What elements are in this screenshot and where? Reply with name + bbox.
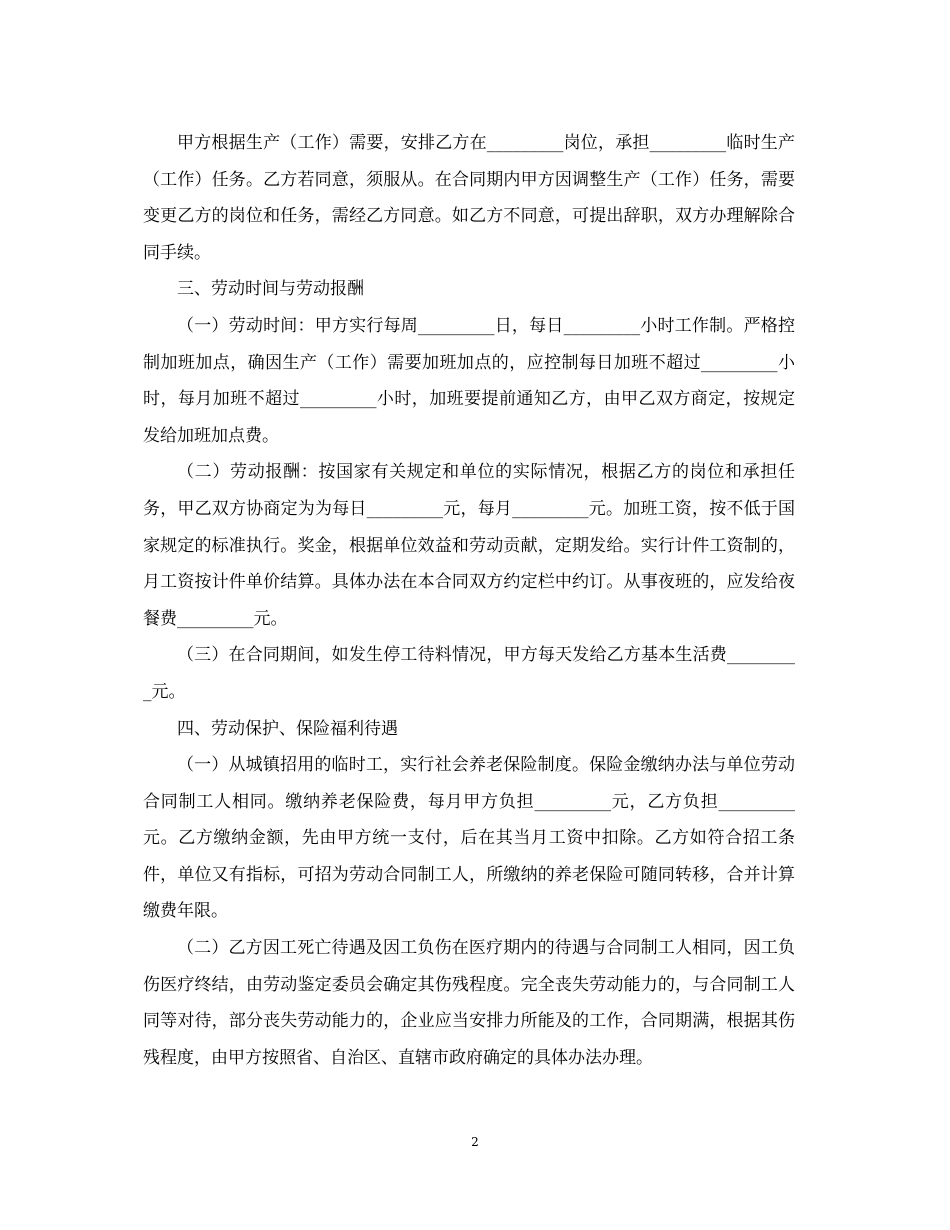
- document-body: [143, 125, 795, 1076]
- paragraph-injury-benefits: （二）乙方因工死亡待遇及因工负伤在医疗期内的待遇与合同制工人相同，因工负伤医疗终结，由劳动鉴定委员会确定其伤残程度。完全丧失劳动能力的，与合同制工人同等对待，部分丧失劳动能力的，企业应当安排力所能及的工作，合同期满，根据其伤残程度，由甲方按照省、自治区、直辖市政府确定的具体办法办理。: [143, 938, 795, 1068]
- paragraph-work-stoppage: （三）在合同期间，如发生停工待料情况，甲方每天发给乙方基本生活费_________元。: [143, 645, 795, 702]
- section-heading-protection-insurance: 四、劳动保护、保险福利待遇: [177, 718, 398, 739]
- paragraph-pension-insurance: （一）从城镇招用的临时工，实行社会养老保险制度。保险金缴纳办法与单位劳动合同制工人相同。缴纳养老保险费，每月甲方负担_________元，乙方负担_________元。乙方缴纳金额，先由甲方统一支付，后在其当月工资中扣除。乙方如符合招工条件，单位又有指标，可招为劳动合同制工人，所缴纳的养老保险可随同转移，合并计算缴费年限。: [143, 755, 795, 922]
- paragraph-working-hours: （一）劳动时间：甲方实行每周_________日，每日_________小时工作制。严格控制加班加点，确因生产（工作）需要加班加点的，应控制每日加班不超过_________小时，每月加班不超过_________小时，加班要提前通知乙方，由甲乙双方商定，按规定发给加班加点费。: [143, 315, 795, 446]
- section-heading-working-hours-pay: 三、劳动时间与劳动报酬: [177, 279, 364, 300]
- page-number: 2: [471, 1135, 479, 1149]
- paragraph-job-assignment: 甲方根据生产（工作）需要，安排乙方在_________岗位，承担_________临时生产（工作）任务。乙方若同意，须服从。在合同期内甲方因调整生产（工作）任务，需要变更乙方的岗位和任务，需经乙方同意。如乙方不同意，可提出辞职，双方办理解除合同手续。: [143, 133, 795, 263]
- paragraph-remuneration: （二）劳动报酬：按国家有关规定和单位的实际情况，根据乙方的岗位和承担任务，甲乙双方协商定为为每日_________元，每月_________元。加班工资，按不低于国家规定的标准执行。奖金，根据单位效益和劳动贡献，定期发给。实行计件工资制的，月工资按计件单价结算。具体办法在本合同双方约定栏中约订。从事夜班的，应发给夜餐费_________元。: [143, 462, 795, 629]
